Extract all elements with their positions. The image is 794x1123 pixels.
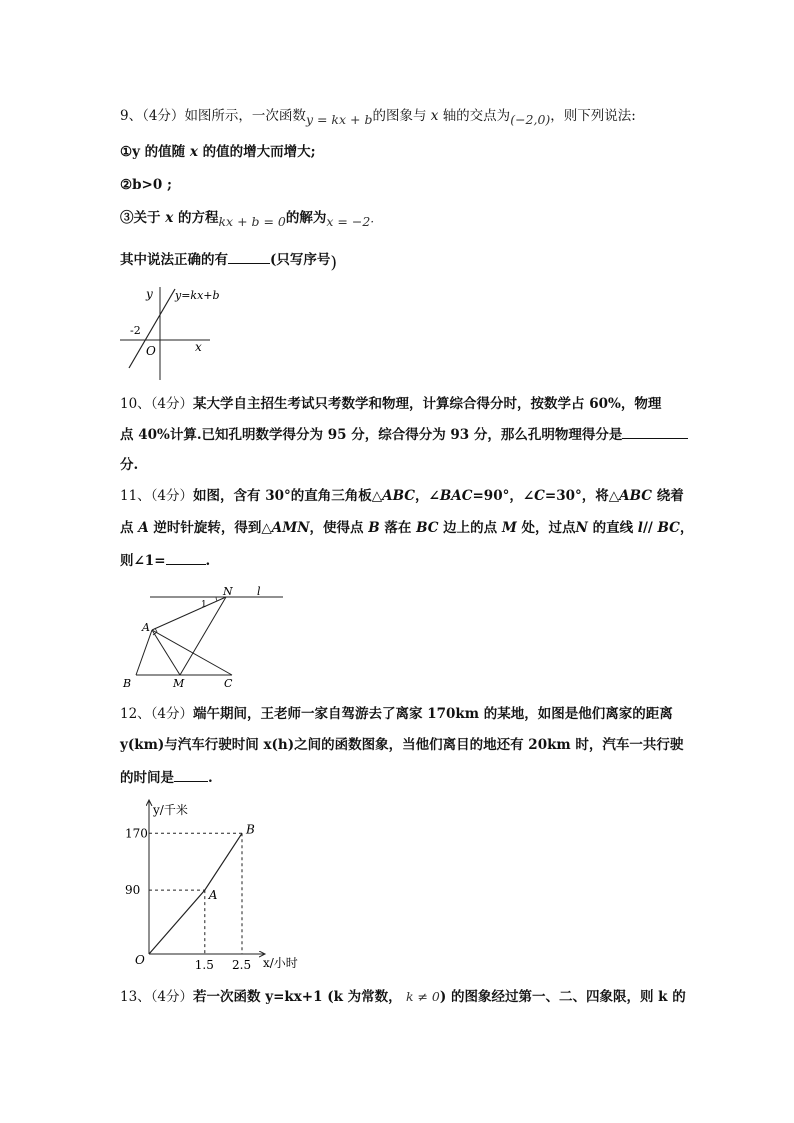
q11-number: 11、 (120, 488, 151, 504)
q9-fn-label: y=kx+b (175, 289, 220, 302)
q11-text: ， (679, 520, 694, 536)
q11-segment-ac (152, 630, 232, 675)
q9-answer-blank[interactable] (228, 249, 270, 264)
q9-text: 的图象与 (372, 108, 427, 124)
q12-line2: y(km)与汽车行驶时间 x(h)之间的函数图象，当他们离目的地还有 20km 时，汽车一共行驶 (120, 737, 684, 753)
q11-line1 (120, 486, 684, 506)
q11-text: 逆时针旋转，得到△ (148, 520, 272, 536)
q11-label-l: l (257, 585, 261, 598)
q11-text: 处，过点 (516, 520, 576, 536)
q12-y-axis-label: y/千米 (153, 803, 188, 817)
q13-condition: k ≠ 0 (405, 989, 440, 1004)
q11-abc: ABC (619, 488, 653, 504)
q9-question (120, 249, 338, 273)
q12-point-label-b: B (246, 822, 255, 837)
q11-c: C (534, 488, 545, 504)
q12-chart (115, 790, 315, 975)
q11-label-b: B (123, 677, 132, 690)
q9-text: 轴的交点为 (442, 108, 511, 124)
q11-text: 则∠1= (120, 553, 166, 569)
q11-label-c: C (224, 677, 233, 690)
q11-a: A (138, 520, 149, 536)
q13-number: 13、 (120, 989, 151, 1005)
q12-x-axis-label: x/小时 (263, 956, 298, 970)
q9-statement-2: ②b>0 ; (120, 177, 172, 193)
q10-score: （4分） (150, 396, 194, 412)
q9-neg2-label: -2 (130, 324, 141, 337)
q11-label-1: 1 (201, 600, 207, 610)
q9-number: 9、 (120, 108, 143, 124)
q9-formula: y = kx + b (305, 112, 373, 127)
q9-text: 如图所示，一次函数 (184, 108, 306, 124)
q9-ask-paren: ) (330, 253, 338, 273)
q9-s3-text: 的解为 (285, 210, 327, 226)
q9-origin-label: O (146, 344, 156, 358)
q11-l: l (637, 520, 643, 536)
q9-text: ，则下列说法: (550, 108, 636, 124)
q11-text: 如图，含有 30°的直角三角板△ (193, 488, 383, 504)
q11-segment-ab (136, 630, 152, 675)
q9-s3-equation: kx + b = 0 (218, 214, 286, 229)
q11-text: ，使得点 (309, 520, 369, 536)
q12-x-tick-label: 2.5 (232, 958, 252, 972)
q11-text: 边上的点 (438, 520, 502, 536)
q9-ask-text: 其中说法正确的有 (120, 252, 228, 268)
q11-abc: ABC (382, 488, 416, 504)
q11-text: // (642, 520, 658, 536)
q10-number: 10、 (120, 396, 151, 412)
q11-text: =90°，∠ (472, 488, 535, 504)
q11-b: B (368, 520, 380, 536)
q9-s3-solution: x = −2· (326, 214, 375, 229)
q10-line2 (120, 424, 688, 445)
q12-origin-label: O (135, 953, 145, 967)
q9-s1-num: ① (120, 144, 133, 160)
q11-bac: BAC (439, 488, 473, 504)
q9-ask-text: (只写序号 (270, 252, 331, 268)
q12-y-tick-label: 90 (125, 883, 141, 898)
q11-segment-an (152, 597, 226, 630)
q10-answer-blank[interactable] (622, 424, 688, 439)
q11-label-m: M (173, 677, 185, 690)
q12-text: . (208, 770, 213, 786)
q9-stem (120, 106, 636, 126)
q11-text: 点 (120, 520, 139, 536)
q12-point-label-a: A (208, 888, 218, 903)
q12-line1 (120, 704, 673, 724)
q10-line1 (120, 394, 661, 414)
q9-s3-x: x (165, 210, 174, 226)
q11-bc: BC (416, 520, 439, 536)
q10-text: 某大学自主招生考试只考数学和物理，计算综合得分时，按数学占 60%，物理 (193, 396, 662, 412)
q10-line3: 分. (120, 457, 139, 473)
q11-label-n: N (223, 585, 233, 598)
q11-score: （4分） (150, 488, 194, 504)
q12-text: 的时间是 (120, 770, 174, 786)
q12-answer-blank[interactable] (174, 767, 208, 782)
q11-text: =30°，将△ (544, 488, 620, 504)
q9-s1-x: x (189, 144, 198, 160)
q11-segment-am (152, 630, 180, 675)
q11-m: M (501, 520, 517, 536)
q12-y-tick-label: 170 (125, 826, 148, 841)
q11-angle-1-arc (216, 597, 217, 601)
q9-y-label: y (146, 287, 153, 301)
q12-line3 (120, 767, 213, 788)
q9-s1-text: 的值随 (139, 144, 190, 160)
q9-s1-text: 的值的增大而增大; (197, 144, 316, 160)
q11-line2 (120, 518, 693, 538)
q11-amn: AMN (271, 520, 310, 536)
q12-score: （4分） (150, 706, 194, 722)
q9-score: （4分） (142, 108, 185, 124)
q11-text: 落在 (379, 520, 417, 536)
q13-score: （4分） (150, 989, 194, 1005)
q12-x-tick-label: 1.5 (194, 958, 214, 972)
q11-answer-blank[interactable] (166, 550, 206, 565)
q9-statement-1 (120, 142, 316, 162)
q11-n: N (575, 520, 588, 536)
q11-label-a: A (142, 621, 150, 634)
q9-point: (−2,0) (510, 112, 551, 127)
q12-series-line (149, 833, 242, 954)
q9-s3-text: 的方程 (173, 210, 219, 226)
q11-text: ，∠ (415, 488, 440, 504)
q12-number: 12、 (120, 706, 151, 722)
q9-x-var: x (430, 108, 439, 124)
q11-text: 的直线 (587, 520, 638, 536)
q11-text: . (205, 553, 211, 569)
q12-text: 端午期间，王老师一家自驾游去了离家 170km 的某地，如图是他们离家的距离 (193, 706, 673, 722)
q9-figure (115, 283, 220, 383)
q13-text: 若一次函数 y=kx+1 (k 为常数， (193, 989, 402, 1005)
q9-statement-3 (120, 208, 374, 228)
q13-text: ) 的图象经过第一、二、四象限，则 k 的 (439, 989, 686, 1005)
q11-line3 (120, 550, 210, 571)
q9-s1-y: y (132, 144, 140, 160)
q11-bc: BC (657, 520, 680, 536)
q9-s3-text: ③关于 (120, 210, 166, 226)
q11-figure (115, 583, 290, 693)
q9-x-label: x (195, 340, 202, 354)
q10-text: 点 40%计算.已知孔明数学得分为 95 分，综合得分为 93 分，那么孔明物理得分是 (120, 427, 623, 443)
q11-text: 绕着 (652, 488, 684, 504)
q13-line1 (120, 987, 686, 1007)
